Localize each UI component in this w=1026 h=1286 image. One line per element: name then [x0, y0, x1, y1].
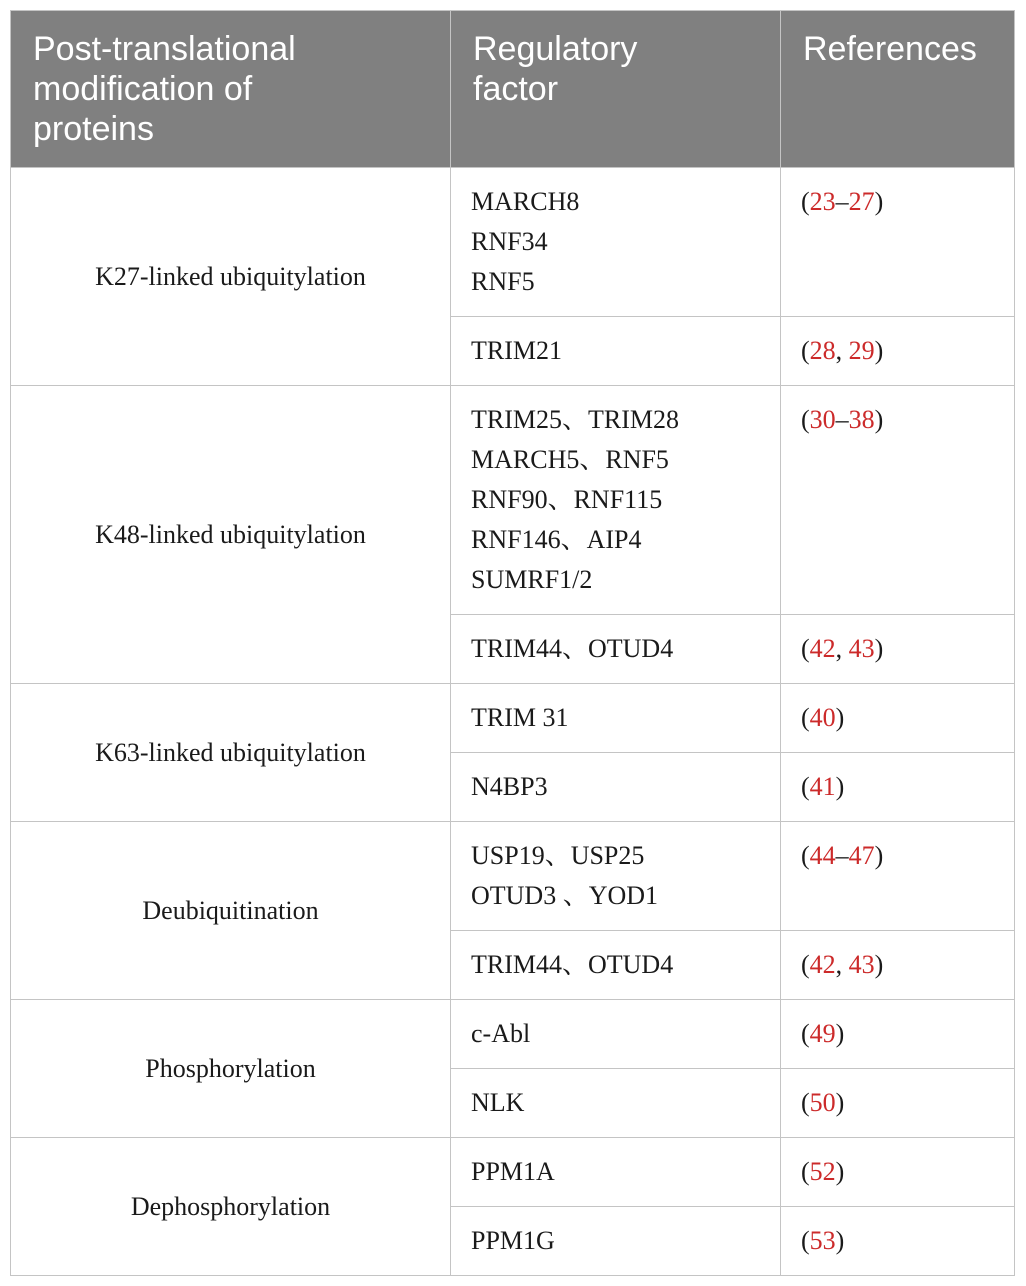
- references-cell: [781, 317, 1015, 386]
- factor-name: RNF90、RNF115: [471, 485, 663, 514]
- factor-name: MARCH8: [471, 187, 580, 216]
- factor-name: PPM1A: [471, 1157, 555, 1186]
- references-cell: [781, 1207, 1015, 1276]
- modification-cell: Dephosphorylation: [11, 1138, 451, 1276]
- header-modification: Post-translational modification of proteins: [11, 11, 451, 168]
- factor-name: TRIM21: [471, 336, 562, 365]
- ref-separator: ,: [835, 950, 849, 979]
- regulatory-factor-cell: [451, 1207, 781, 1276]
- ref-paren-open: (: [801, 1019, 810, 1048]
- ref-paren-close: ): [835, 1226, 845, 1255]
- table-body: [11, 168, 1015, 1276]
- ref-paren-open: (: [801, 1226, 810, 1255]
- reference-link[interactable]: 42: [809, 634, 836, 663]
- ref-paren-close: ): [874, 950, 884, 979]
- reference-link[interactable]: 23: [809, 187, 836, 216]
- ref-paren-open: (: [801, 841, 810, 870]
- header-references: References: [781, 11, 1015, 168]
- ref-paren-close: ): [874, 187, 884, 216]
- factor-name: NLK: [471, 1088, 525, 1117]
- reference-link[interactable]: 43: [848, 634, 875, 663]
- reference-link[interactable]: 43: [848, 950, 875, 979]
- factor-name: MARCH5、RNF5: [471, 445, 669, 474]
- regulatory-factor-cell: [451, 615, 781, 684]
- reference-link[interactable]: 49: [809, 1019, 836, 1048]
- reference-link[interactable]: 27: [848, 187, 875, 216]
- regulatory-factor-cell: [451, 386, 781, 615]
- factor-name: USP19、USP25: [471, 841, 645, 870]
- factor-name: RNF5: [471, 267, 535, 296]
- reference-link[interactable]: 40: [809, 703, 836, 732]
- reference-link[interactable]: 53: [809, 1226, 836, 1255]
- modification-cell: Phosphorylation: [11, 1000, 451, 1138]
- ref-paren-open: (: [801, 772, 810, 801]
- references-cell: [781, 1069, 1015, 1138]
- reference-link[interactable]: 50: [809, 1088, 836, 1117]
- regulatory-factor-cell: [451, 168, 781, 317]
- ref-paren-close: ): [874, 841, 884, 870]
- ref-paren-close: ): [835, 1088, 845, 1117]
- ref-paren-open: (: [801, 950, 810, 979]
- ref-paren-close: ): [874, 336, 884, 365]
- regulatory-factor-cell: [451, 753, 781, 822]
- factor-name: SUMRF1/2: [471, 565, 593, 594]
- reference-link[interactable]: 52: [809, 1157, 836, 1186]
- factor-name: PPM1G: [471, 1226, 555, 1255]
- factor-name: N4BP3: [471, 772, 548, 801]
- regulatory-factor-cell: [451, 822, 781, 931]
- table-row: [11, 822, 1015, 931]
- ref-paren-open: (: [801, 405, 810, 434]
- ref-paren-close: ): [874, 634, 884, 663]
- references-cell: [781, 168, 1015, 317]
- ref-paren-open: (: [801, 1157, 810, 1186]
- factor-name: RNF34: [471, 227, 548, 256]
- factor-name: TRIM44、OTUD4: [471, 950, 674, 979]
- reference-link[interactable]: 29: [848, 336, 875, 365]
- table-row: [11, 1138, 1015, 1207]
- ref-paren-close: ): [835, 1157, 845, 1186]
- regulatory-factor-cell: [451, 931, 781, 1000]
- regulatory-factor-cell: [451, 1138, 781, 1207]
- references-cell: [781, 753, 1015, 822]
- modification-cell: K27-linked ubiquitylation: [11, 168, 451, 386]
- header-regulatory-factor: Regulatory factor: [451, 11, 781, 168]
- regulatory-factor-cell: [451, 1069, 781, 1138]
- table-row: [11, 386, 1015, 615]
- ref-paren-open: (: [801, 187, 810, 216]
- ref-separator: –: [835, 187, 849, 216]
- reference-link[interactable]: 41: [809, 772, 836, 801]
- reference-link[interactable]: 30: [809, 405, 836, 434]
- factor-name: TRIM25、TRIM28: [471, 405, 680, 434]
- ref-paren-open: (: [801, 634, 810, 663]
- regulatory-factor-cell: [451, 317, 781, 386]
- ref-separator: –: [835, 841, 849, 870]
- ref-paren-close: ): [874, 405, 884, 434]
- references-cell: [781, 615, 1015, 684]
- factor-name: RNF146、AIP4: [471, 525, 642, 554]
- ptm-table: [10, 10, 1015, 1276]
- reference-link[interactable]: 38: [848, 405, 875, 434]
- references-cell: [781, 684, 1015, 753]
- ref-paren-close: ): [835, 703, 845, 732]
- regulatory-factor-cell: [451, 684, 781, 753]
- ref-paren-close: ): [835, 1019, 845, 1048]
- ref-separator: ,: [835, 336, 849, 365]
- ref-separator: –: [835, 405, 849, 434]
- factor-name: c-Abl: [471, 1019, 531, 1048]
- ref-separator: ,: [835, 634, 849, 663]
- ref-paren-open: (: [801, 336, 810, 365]
- ref-paren-open: (: [801, 1088, 810, 1117]
- modification-cell: Deubiquitination: [11, 822, 451, 1000]
- reference-link[interactable]: 42: [809, 950, 836, 979]
- ref-paren-open: (: [801, 703, 810, 732]
- table-row: [11, 1000, 1015, 1069]
- header-row: [11, 11, 1015, 168]
- references-cell: [781, 386, 1015, 615]
- references-cell: [781, 1000, 1015, 1069]
- factor-name: TRIM 31: [471, 703, 569, 732]
- factor-name: OTUD3 、YOD1: [471, 881, 659, 910]
- reference-link[interactable]: 44: [809, 841, 836, 870]
- factor-name: TRIM44、OTUD4: [471, 634, 674, 663]
- table-row: [11, 684, 1015, 753]
- ref-paren-close: ): [835, 772, 845, 801]
- references-cell: [781, 931, 1015, 1000]
- reference-link[interactable]: 28: [809, 336, 836, 365]
- regulatory-factor-cell: [451, 1000, 781, 1069]
- reference-link[interactable]: 47: [848, 841, 875, 870]
- references-cell: [781, 822, 1015, 931]
- references-cell: [781, 1138, 1015, 1207]
- modification-cell: K48-linked ubiquitylation: [11, 386, 451, 684]
- table-row: [11, 168, 1015, 317]
- modification-cell: K63-linked ubiquitylation: [11, 684, 451, 822]
